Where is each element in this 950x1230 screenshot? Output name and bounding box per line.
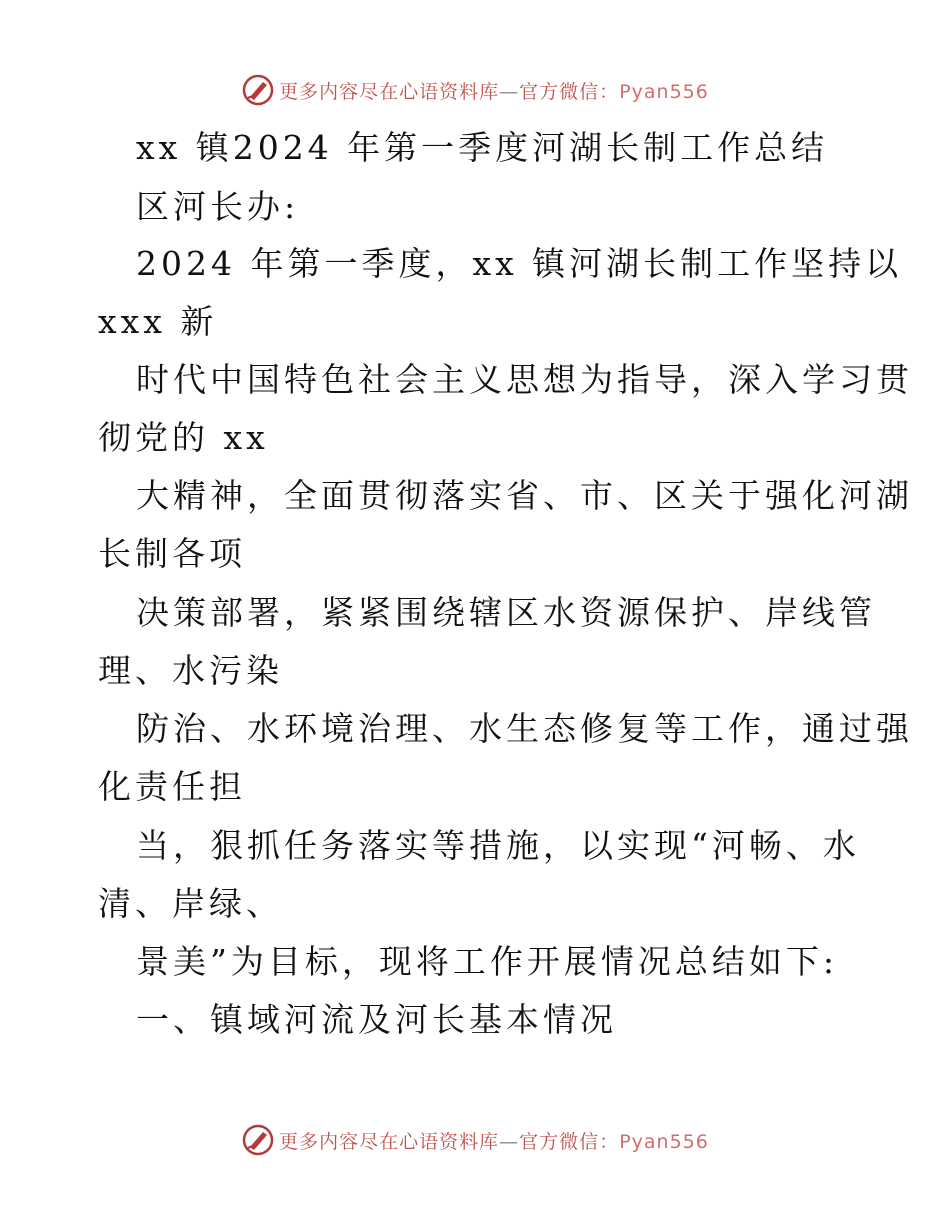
paragraph-line: 时代中国特色社会主义思想为指导，深入学习贯 <box>136 360 913 399</box>
paragraph-line: xxx 新 <box>98 302 218 341</box>
pen-seal-logo-icon <box>241 1123 275 1157</box>
paragraph-line: 彻党的 xx <box>98 418 269 457</box>
footer-watermark <box>0 1120 950 1160</box>
paragraph-line: 决策部署，紧紧围绕辖区水资源保护、岸线管 <box>136 593 876 632</box>
watermark-text: 更多内容尽在心语资料库—官方微信：Pyan556 <box>279 80 709 103</box>
pen-seal-logo-icon <box>241 73 275 107</box>
paragraph-line: 大精神，全面贯彻落实省、市、区关于强化河湖 <box>136 476 913 515</box>
paragraph-line: 防治、水环境治理、水生态修复等工作，通过强 <box>136 709 913 748</box>
paragraph-line: 景美”为目标，现将工作开展情况总结如下: <box>136 942 838 981</box>
paragraph-line: 清、岸绿、 <box>98 884 283 923</box>
paragraph-line: 2024 年第一季度，xx 镇河湖长制工作坚持以 <box>136 244 903 283</box>
salutation: 区河长办: <box>136 187 300 226</box>
paragraph-line: 当，狠抓任务落实等措施，以实现“河畅、水 <box>136 826 860 865</box>
watermark-text: 更多内容尽在心语资料库—官方微信：Pyan556 <box>279 1130 709 1153</box>
paragraph-line: 理、水污染 <box>98 651 283 690</box>
document-title: xx 镇2024 年第一季度河湖长制工作总结 <box>136 128 829 167</box>
header-watermark <box>0 70 950 110</box>
paragraph-line: 化责任担 <box>98 767 246 806</box>
section-heading: 一、镇域河流及河长基本情况 <box>136 1000 617 1039</box>
paragraph-line: 长制各项 <box>98 534 246 573</box>
